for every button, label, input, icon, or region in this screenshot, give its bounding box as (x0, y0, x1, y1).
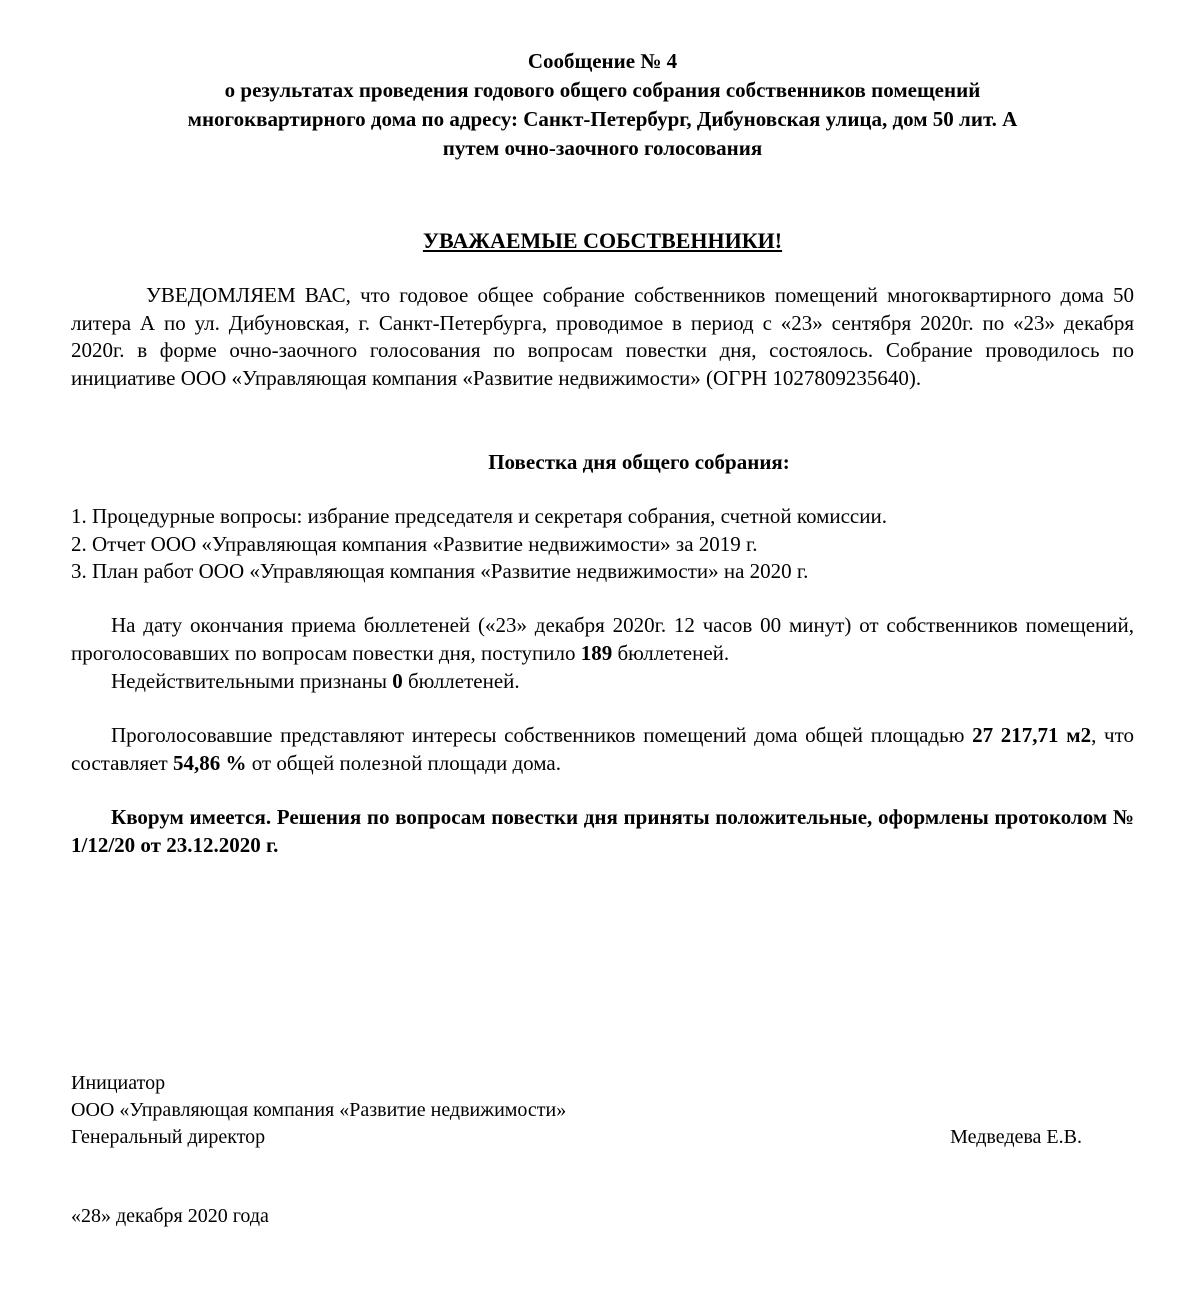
agenda-list (71, 503, 1134, 586)
document-date: «28» декабря 2020 года (71, 1205, 269, 1227)
document-subtitle-line-2: многоквартирного дома по адресу: Санкт-Петербург, Дибуновская улица, дом 50 лит. А (187, 107, 1018, 131)
signature-name: Медведева Е.В. (950, 1126, 1082, 1148)
signature-role: Инициатор (71, 1072, 166, 1094)
signature-block (71, 1070, 1134, 1151)
invalid-ballots-paragraph (71, 668, 1134, 696)
agenda-item: 2. Отчет ООО «Управляющая компания «Развитие недвижимости» за 2019 г. (71, 531, 758, 556)
document-title: Сообщение № 4 (527, 49, 678, 73)
ballots-count: 189 (580, 640, 613, 665)
document-page (71, 0, 1134, 1295)
quorum-paragraph: Кворум имеется. Решения по вопросам повестки дня приняты положительные, оформлены протоколом № 1/12/20 от 23.12.2020 г. (71, 805, 1134, 857)
agenda-title: Повестка дня общего собрания: (488, 450, 790, 474)
document-title-block (71, 47, 1134, 163)
agenda-item: 3. План работ ООО «Управляющая компания «Развитие недвижимости» на 2020 г. (71, 559, 809, 583)
signature-position: Генеральный директор (71, 1126, 266, 1148)
document-subtitle-line-3: путем очно-заочного голосования (442, 136, 763, 160)
ballots-text-before: На дату окончания приема бюллетеней («23» декабря 2020г. 12 часов 00 минут) от собственников помещений, проголосовавших по вопросам повестки дня, поступило (71, 613, 1134, 665)
document-subtitle-line-1: о результатах проведения годового общего собрания собственников помещений (224, 78, 981, 102)
greeting-heading: УВАЖАЕМЫЕ СОБСТВЕННИКИ! (422, 228, 783, 253)
agenda-item: 1. Процедурные вопросы: избрание председателя и секретаря собрания, счетной комиссии. (71, 504, 887, 528)
area-percent: 54,86 % (172, 750, 247, 775)
signature-organization: ООО «Управляющая компания «Развитие недвижимости» (71, 1099, 567, 1121)
area-value: 27 217,71 м2 (972, 723, 1092, 747)
area-text-before: Проголосовавшие представляют интересы собственников помещений дома общей площадью (111, 723, 973, 747)
area-text-after: от общей полезной площади дома. (246, 750, 561, 775)
ballots-paragraph (71, 612, 1134, 667)
signature-position-row (71, 1124, 1134, 1151)
area-paragraph (71, 722, 1134, 777)
ballots-text-after: бюллетеней. (612, 640, 730, 665)
invalid-text-before: Недействительными признаны (111, 669, 393, 693)
area-text-middle: , что составляет (71, 723, 1134, 775)
invalid-count: 0 (392, 669, 403, 693)
intro-paragraph: УВЕДОМЛЯЕМ ВАС, что годовое общее собрание собственников помещений многоквартирного дома 50 литера А по ул. Дибуновская, г. Санкт-Петербурга, проводимое в период с «23» сентября 2020г. по «23» декабря 2020г. в форме очно-заочного голосования по вопросам повестки дня, состоялось. Собрание проводилось по инициативе ООО «Управляющая компания «Развитие недвижимости» (ОГРН 1027809235640). (71, 283, 1134, 390)
invalid-text-after: бюллетеней. (402, 669, 520, 693)
